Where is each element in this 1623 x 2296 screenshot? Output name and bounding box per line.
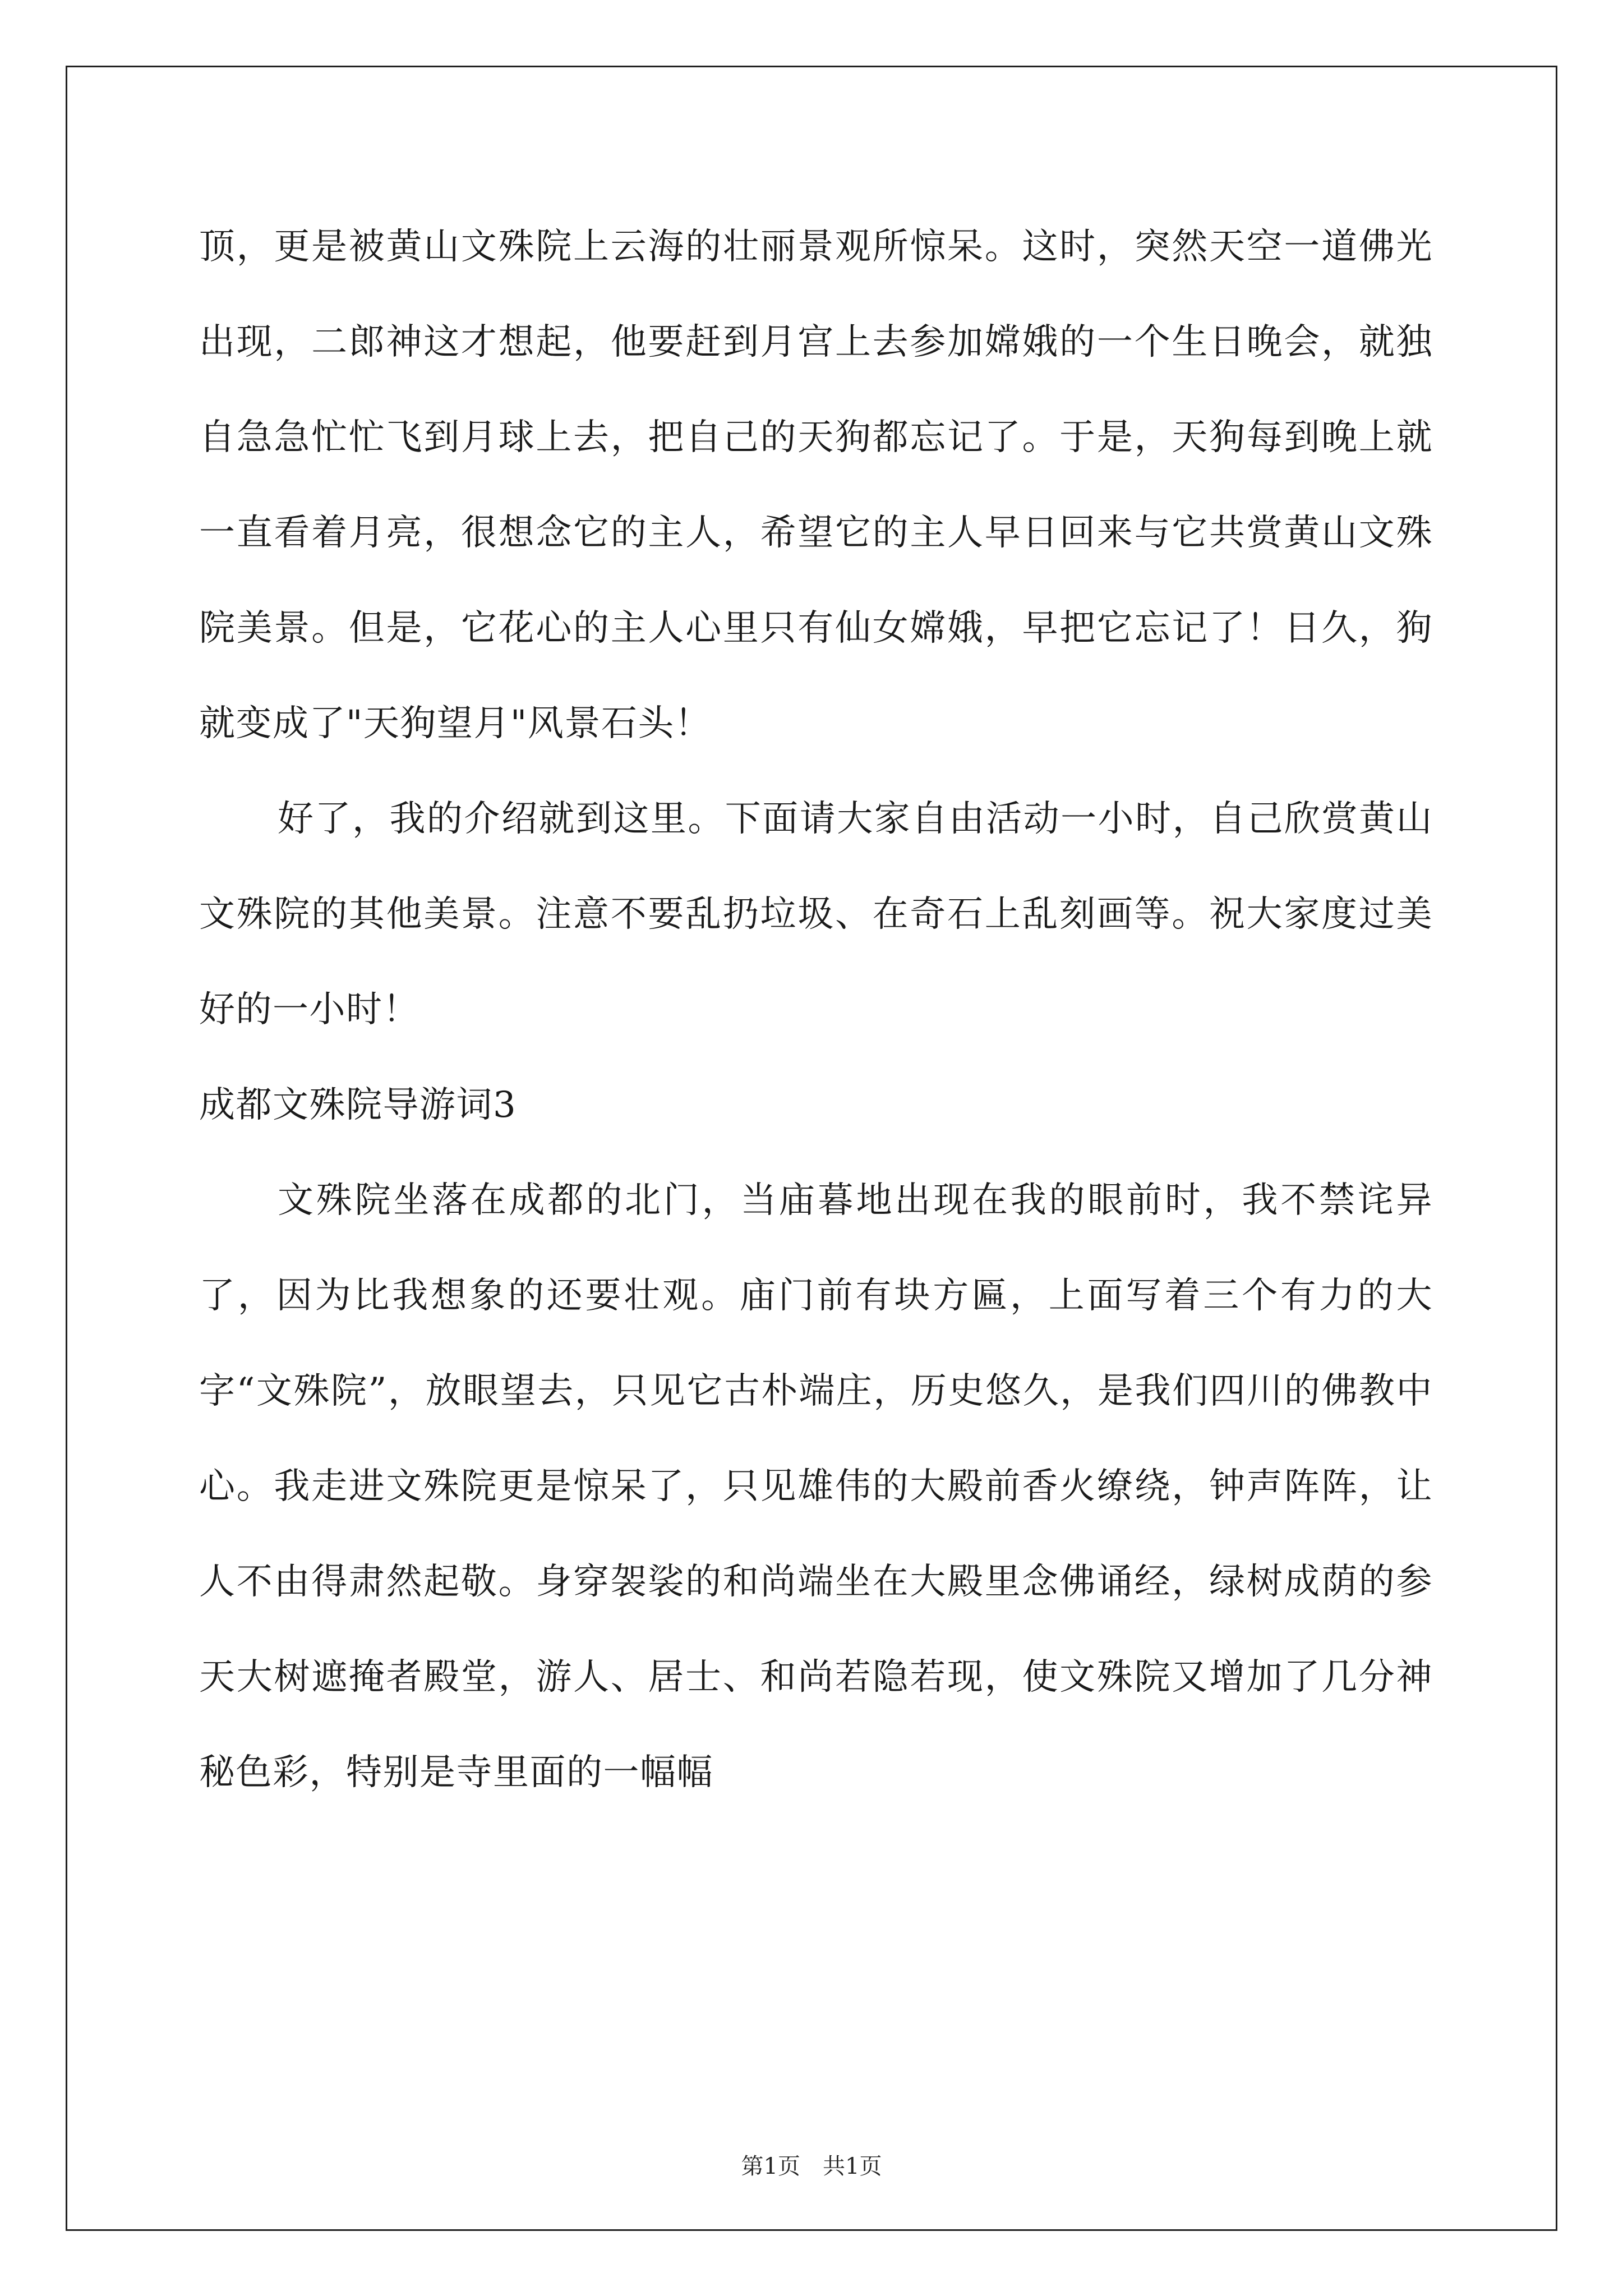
section-heading: 成都文殊院导游词3: [199, 1084, 517, 1126]
paragraph-section-intro: 文殊院坐落在成都的北门，当庙暮地出现在我的眼前时，我不禁诧异了，因为比我想象的还要壮观。庙门前有块方匾，上面写着三个有力的大字“文殊院”，放眼望去，只见它古朴端庄，历史悠久，是我们四川的佛教中心。我走进文殊院更是惊呆了，只见雄伟的大殿前香火缭绕，钟声阵阵，让人不由得肃然起敬。身穿袈裟的和尚端坐在大殿里念佛诵经，绿树成荫的参天大树遮掩者殿堂，游人、居士、和尚若隐若现，使文殊院又增加了几分神秘色彩，特别是寺里面的一幅幅: [199, 1180, 1433, 1793]
page-number: 第1页: [741, 2154, 800, 2179]
document-body: [199, 199, 1433, 1820]
page-total: 共1页: [823, 2154, 882, 2179]
paragraph-closing: 好了，我的介绍就到这里。下面请大家自由活动一小时，自己欣赏黄山文殊院的其他美景。注意不要乱扔垃圾、在奇石上乱刻画等。祝大家度过美好的一小时！: [199, 798, 1433, 1030]
paragraph-continued: 顶，更是被黄山文殊院上云海的壮丽景观所惊呆。这时，突然天空一道佛光出现，二郎神这才想起，他要赶到月宫上去参加嫦娥的一个生日晚会，就独自急急忙忙飞到月球上去，把自己的天狗都忘记了。于是，天狗每到晚上就一直看着月亮，很想念它的主人，希望它的主人早日回来与它共赏黄山文殊院美景。但是，它花心的主人心里只有仙女嫦娥，早把它忘记了！日久，狗就变成了"天狗望月"风景石头！: [199, 226, 1433, 744]
page-footer: [0, 2148, 1623, 2180]
